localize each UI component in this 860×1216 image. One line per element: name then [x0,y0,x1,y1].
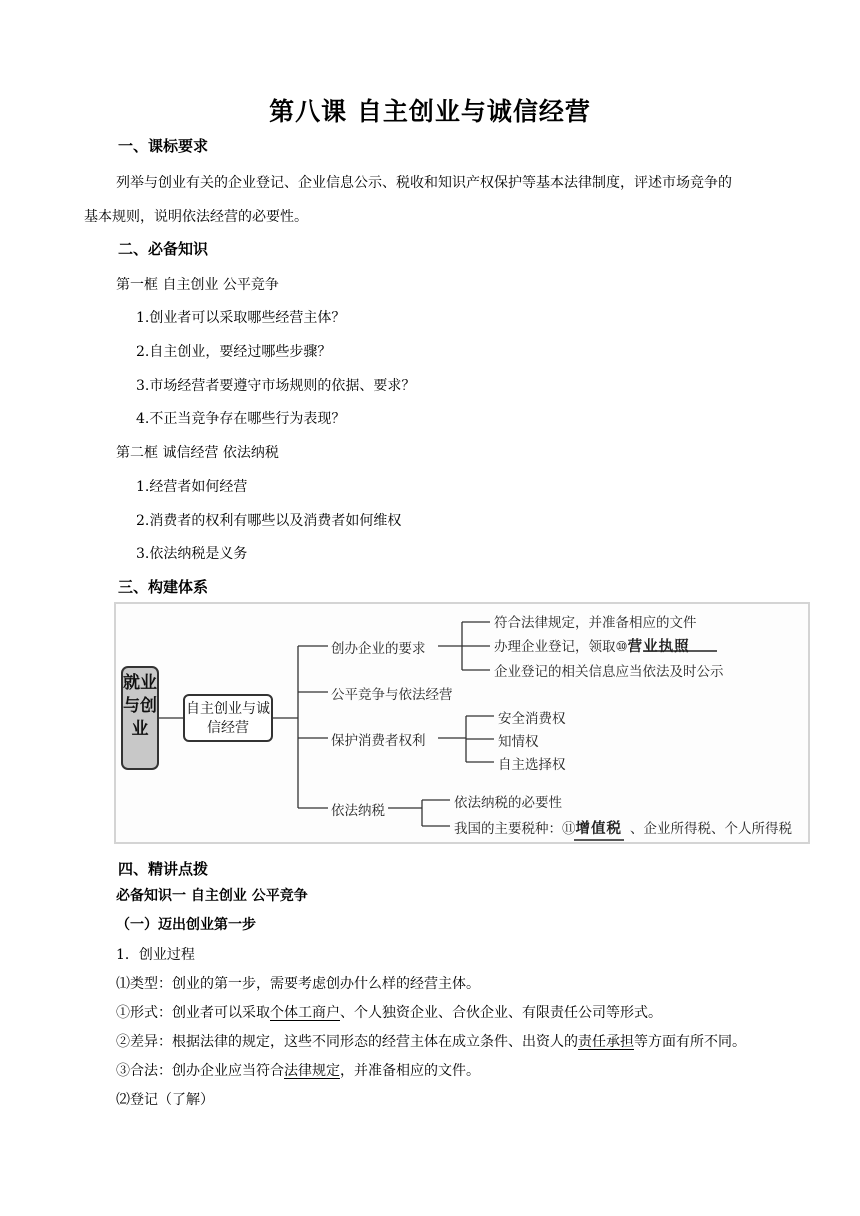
frame-2-title: 第二框 诚信经营 依法纳税 [116,445,279,461]
paragraph: ③合法：创办企业应当符合法律规定，并准备相应的文件。 [116,1063,480,1079]
section-heading-explanation: 四、精讲点拨 [118,860,209,878]
concept-map [114,602,810,844]
paragraph: 1．创业过程 [116,947,195,963]
paragraph: ②差异：根据法律的规定，这些不同形态的经营主体在成立条件、出资人的责任承担等方面有所不同。 [116,1034,746,1050]
map-center-node [183,694,273,742]
map-branch-taxation: 依法纳税 [331,803,385,819]
frame-2-item: 1.经营者如何经营 [136,479,248,495]
paragraph: ⑴类型：创业的第一步，需要考虑创办什么样的经营主体。 [116,976,480,992]
frame-1-item: 1.创业者可以采取哪些经营主体？ [136,310,346,326]
standards-text-line-2: 基本规则，说明依法经营的必要性。 [84,209,308,225]
frame-1-title: 第一框 自主创业 公平竞争 [116,277,279,293]
frame-2-item: 3.依法纳税是义务 [136,546,248,562]
map-center-label: 自主创业与诚信经营 [186,701,270,736]
map-leaf: 自主选择权 [498,757,566,773]
map-leaf: 企业登记的相关信息应当依法及时公示 [494,664,724,680]
map-branch-enterprise-requirements: 创办企业的要求 [331,641,426,657]
subsection-title: 必备知识一 自主创业 公平竞争 [116,888,308,904]
frame-1-item: 2.自主创业，要经过哪些步骤？ [136,344,332,360]
map-root-label: 就业与创业 [123,673,157,739]
map-leaf: 知情权 [498,734,539,750]
underlined-key-term: 个体工商户 [270,1005,340,1021]
map-answer-vat: 增值税 [575,821,622,837]
paragraph: ①形式：创业者可以采取个体工商户、个人独资企业、合伙企业、有限责任公司等形式。 [116,1005,662,1021]
section-heading-standards: 一、课标要求 [118,137,209,155]
section-heading-framework: 三、构建体系 [118,578,209,596]
frame-1-item: 3.市场经营者要遵守市场规则的依据、要求？ [136,378,416,394]
map-leaf: 办理企业登记，领取⑩营业执照 [494,639,690,655]
standards-text-line-1: 列举与创业有关的企业登记、企业信息公示、税收和知识产权保护等基本法律制度，评述市场竞争的 [116,175,732,191]
underlined-key-term: 法律规定 [284,1063,340,1079]
map-branch-consumer-rights: 保护消费者权利 [331,733,426,749]
underlined-key-term: 责任承担 [578,1034,634,1050]
paragraph: ⑵登记（了解） [116,1092,214,1108]
document-title: 第八课 自主创业与诚信经营 [269,97,591,126]
map-leaf: 依法纳税的必要性 [454,795,562,811]
map-leaf: 安全消费权 [498,711,566,727]
frame-1-item: 4.不正当竞争存在哪些行为表现？ [136,411,346,427]
subsection-subtitle: （一）迈出创业第一步 [116,917,256,933]
map-root-node [121,666,159,770]
map-branch-fair-competition: 公平竞争与依法经营 [331,687,453,703]
map-leaf: 符合法律规定，并准备相应的文件 [494,615,697,631]
map-answer-business-license: 营业执照 [627,639,690,655]
frame-2-item: 2.消费者的权利有哪些以及消费者如何维权 [136,513,402,529]
map-leaf: 我国的主要税种：⑪增值税 、企业所得税、个人所得税 [454,821,792,837]
section-heading-knowledge: 二、必备知识 [118,240,209,258]
